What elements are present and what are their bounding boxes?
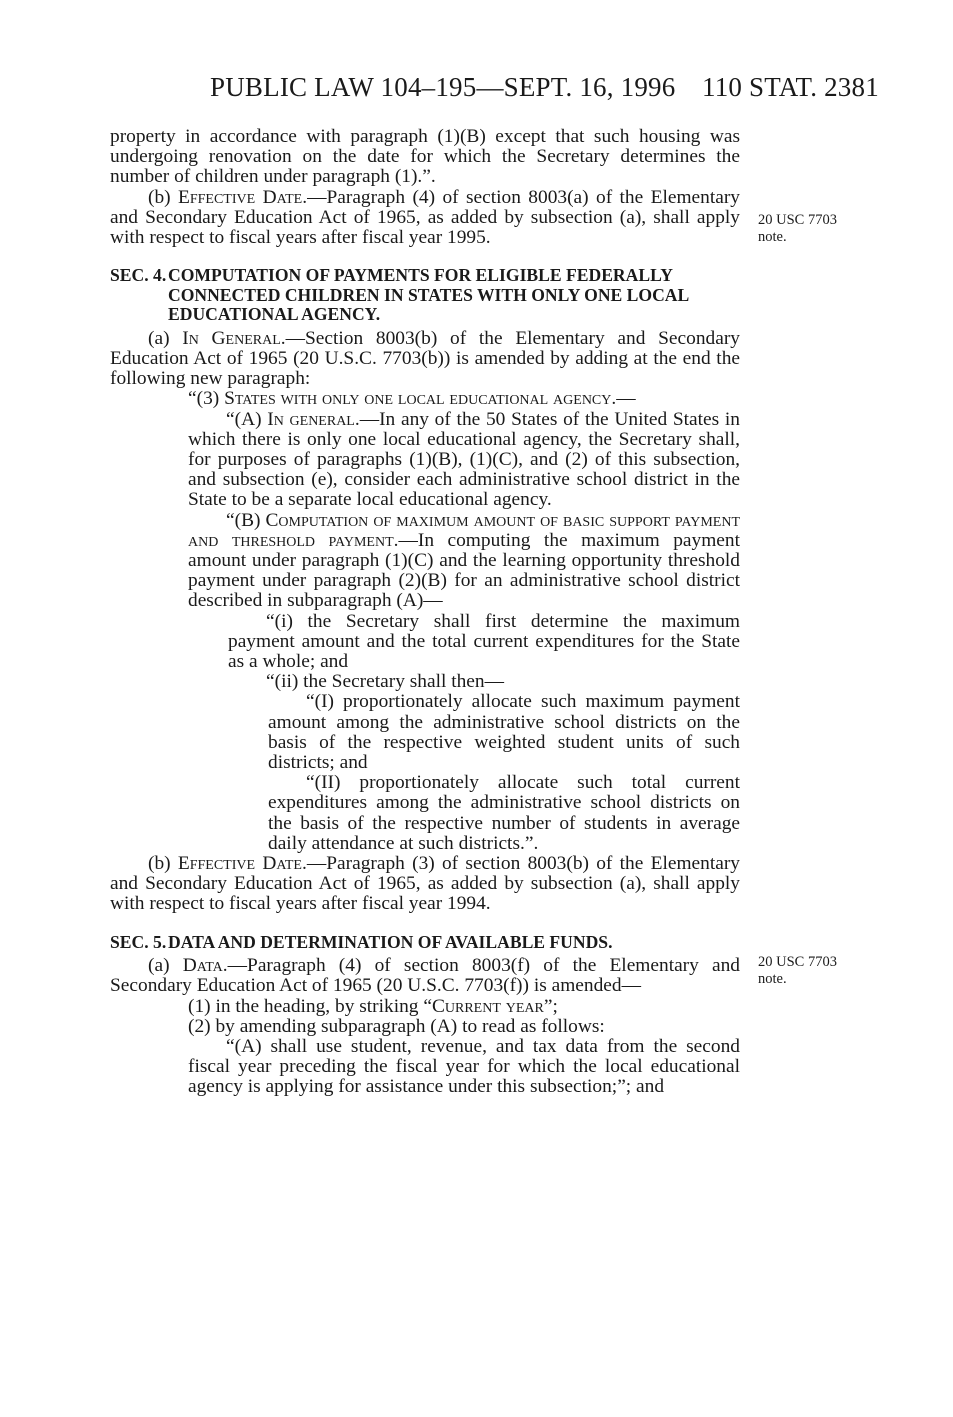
subclause-I: “(I) proportionately allocate such maximum payment amount among the administrative school districts on the basis of the respective weighted student units of such districts; and: [268, 691, 740, 773]
amendment-text: (1) in the heading, by striking “: [188, 995, 432, 1017]
section-4-label: SEC. 4.: [110, 265, 167, 286]
section-4-heading: [110, 266, 740, 325]
margin-note-2-suffix: note.: [758, 971, 787, 987]
subparagraph-label: “(A): [226, 408, 268, 430]
subsection-label: (b): [148, 186, 178, 208]
margin-note-2: [758, 954, 837, 988]
paragraph-sec4-in-general: [110, 329, 740, 390]
subsection-label: (a): [148, 955, 183, 977]
subsection-text: .—Paragraph (3) of section 8003(b) of the Elementary and Secondary Education Act of 1965, as added by subsection (a), shall apply with respect to fiscal years after fiscal year 1994.: [110, 853, 740, 915]
paragraph-continuation: property in accordance with paragraph (1)(B) except that such housing was undergoing renovation on the date for which the Secretary determines the number of children under paragraph (1).”.: [110, 126, 740, 188]
subsection-heading: Data: [182, 955, 223, 977]
margin-note-1-suffix: note.: [758, 229, 787, 245]
running-header-page-number: 110 STAT. 2381: [702, 72, 879, 102]
paragraph-sec4-effective-date: [110, 854, 740, 915]
clause-ii: “(ii) the Secretary shall then—: [266, 671, 504, 693]
subsection-heading: Effective Date: [178, 186, 303, 208]
statute-body: [110, 127, 740, 1098]
paragraph-sec3-effective-date: [110, 188, 740, 249]
amended-subparagraph-a: “(A) shall use student, revenue, and tax data from the second fiscal year preceding the fiscal year for which the local educational agency is applying for assistance under this subsection;”; and: [188, 1035, 740, 1098]
subparagraph-label: “(B): [226, 509, 266, 531]
margin-note-2-citation: 20 USC 7703: [758, 954, 837, 970]
subsection-heading: In General: [182, 327, 281, 349]
margin-note-1: [758, 212, 837, 246]
running-header-citation: PUBLIC LAW 104–195—SEPT. 16, 1996: [210, 72, 676, 102]
paragraph-sec5-data: [110, 956, 740, 996]
paragraph-3-heading: [110, 389, 740, 409]
subsection-label: (b): [148, 853, 178, 874]
amendment-item-1: [110, 997, 740, 1017]
amendment-punct: ”;: [543, 995, 558, 1017]
subclause-II: “(II) proportionately allocate such total current expenditures among the administrative school districts on the basis of the respective number of students in average daily attendance at such districts.”.: [268, 772, 740, 854]
clause-i: “(i) the Secretary shall first determine the maximum payment amount and the total current expenditures for the State as a whole; and: [228, 610, 740, 672]
subparagraph-heading: In general: [267, 408, 355, 430]
subsection-heading: Effective Date: [177, 853, 302, 874]
subparagraph-text: .—In computing the maximum payment amount under paragraph (1)(C) and the learning opportunity threshold payment under paragraph (2)(B) for an administrative school district described in subparagraph (A)—: [188, 529, 740, 612]
section-5-title: DATA AND DETERMINATION OF AVAILABLE FUNDS.: [168, 931, 613, 952]
margin-note-1-citation: 20 USC 7703: [758, 212, 837, 228]
section-4-title: COMPUTATION OF PAYMENTS FOR ELIGIBLE FEDERALLY CONNECTED CHILDREN IN STATES WITH ONLY ONE LOCAL EDUCATIONAL AGENCY.: [168, 265, 689, 325]
subsection-text: .—Paragraph (4) of section 8003(f) of the Elementary and Secondary Education Act of 1965 (20 U.S.C. 7703(f)) is amended—: [110, 955, 740, 997]
section-5-heading: [110, 933, 740, 953]
subparagraph-a: [110, 410, 740, 511]
paragraph-label: “(3): [188, 388, 225, 410]
subparagraph-heading: Computation of maximum amount of basic support payment and threshold payment: [188, 509, 740, 551]
paragraph-dash: .—: [611, 388, 636, 410]
subsection-text: .—Paragraph (4) of section 8003(a) of the Elementary and Secondary Education Act of 1965, as added by subsection (a), shall apply with respect to fiscal years after fiscal year 1995.: [110, 186, 740, 249]
paragraph-heading: States with only one local educational agency: [224, 388, 612, 410]
struck-heading: Current year: [431, 995, 544, 1017]
subsection-text: .—Section 8003(b) of the Elementary and Secondary Education Act of 1965 (20 U.S.C. 7703(b)) is amended by adding at the end the following new paragraph:: [110, 327, 740, 390]
amendment-item-2: (2) by amending subparagraph (A) to read as follows:: [188, 1015, 605, 1037]
subparagraph-b: [110, 511, 740, 612]
section-5-label: SEC. 5.: [110, 931, 167, 952]
subsection-label: (a): [148, 327, 183, 349]
subparagraph-text: .—In any of the 50 States of the United States in which there is only one local educational agency, the Secretary shall, for purposes of paragraphs (1)(B), (1)(C), and (2) of this subsection, and subsection (e), consider each administrative school district in the State to be a separate local educational agency.: [188, 408, 740, 511]
